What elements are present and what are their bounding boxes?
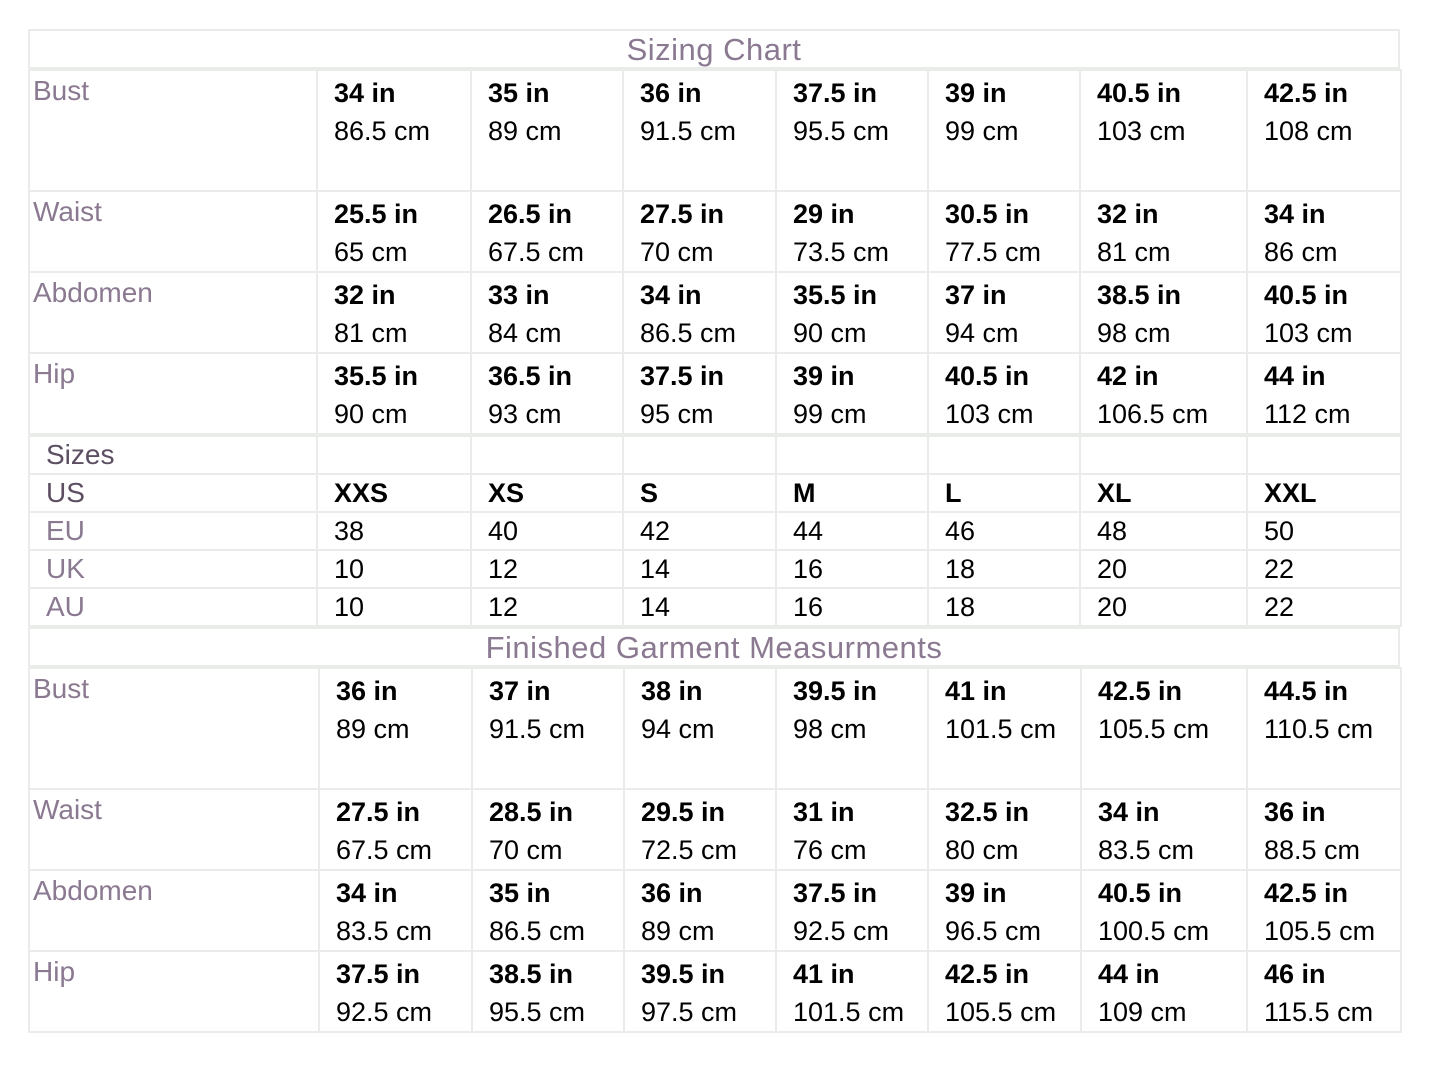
inches-value: 28.5 in <box>489 797 574 827</box>
size-value: 14 <box>623 550 776 588</box>
row-label: Bust <box>29 70 317 191</box>
inches-value: 41 in <box>793 959 855 989</box>
centimeters-value: 106.5 cm <box>1097 399 1209 429</box>
inches-value: 39 in <box>945 78 1007 108</box>
inches-value: 40.5 in <box>1098 878 1183 908</box>
centimeters-value: 95.5 cm <box>489 997 586 1027</box>
inches-value: 34 in <box>334 78 396 108</box>
inches-value: 42.5 in <box>1264 78 1349 108</box>
measurement-cell <box>319 951 472 1032</box>
inches-value: 35.5 in <box>334 361 419 391</box>
inches-value: 38.5 in <box>489 959 574 989</box>
row-label: Abdomen <box>29 870 319 951</box>
inches-value: 29.5 in <box>641 797 726 827</box>
measurement-cell <box>776 272 928 353</box>
measurement-cell <box>317 353 471 434</box>
centimeters-value: 65 cm <box>334 237 408 267</box>
inches-value: 34 in <box>336 878 398 908</box>
centimeters-value: 110.5 cm <box>1264 714 1374 744</box>
centimeters-value: 103 cm <box>1264 318 1353 348</box>
centimeters-value: 103 cm <box>1097 116 1186 146</box>
sizing-chart-row-abdomen <box>29 272 1401 353</box>
measurement-cell <box>1247 70 1401 191</box>
inches-value: 37.5 in <box>640 361 725 391</box>
centimeters-value: 105.5 cm <box>945 997 1057 1027</box>
measurement-cell <box>623 191 776 272</box>
inches-value: 35.5 in <box>793 280 878 310</box>
measurement-cell <box>928 70 1080 191</box>
centimeters-value: 99 cm <box>945 116 1019 146</box>
centimeters-value: 109 cm <box>1098 997 1187 1027</box>
centimeters-value: 81 cm <box>1097 237 1171 267</box>
inches-value: 27.5 in <box>640 199 725 229</box>
centimeters-value: 86 cm <box>1264 237 1338 267</box>
sizing-chart-row-hip <box>29 353 1401 434</box>
inches-value: 37.5 in <box>793 78 878 108</box>
measurement-cell <box>472 951 624 1032</box>
measurement-cell <box>472 668 624 789</box>
size-value: 10 <box>317 550 471 588</box>
sizing-chart-row-waist <box>29 191 1401 272</box>
centimeters-value: 95.5 cm <box>793 116 890 146</box>
row-label: Hip <box>29 951 319 1032</box>
size-value: 22 <box>1247 588 1401 626</box>
sizes-table <box>28 435 1402 627</box>
inches-value: 36.5 in <box>488 361 573 391</box>
size-value: 50 <box>1247 512 1401 550</box>
size-value: XL <box>1080 474 1247 512</box>
centimeters-value: 94 cm <box>945 318 1019 348</box>
inches-value: 35 in <box>488 78 550 108</box>
size-value: 38 <box>317 512 471 550</box>
centimeters-value: 112 cm <box>1264 399 1351 429</box>
finished-garment-row-bust <box>29 668 1401 789</box>
inches-value: 37 in <box>489 676 551 706</box>
measurement-cell <box>624 870 776 951</box>
size-value: 18 <box>928 550 1080 588</box>
size-value: 12 <box>471 550 623 588</box>
measurement-cell <box>1080 191 1247 272</box>
measurement-cell <box>624 789 776 870</box>
centimeters-value: 100.5 cm <box>1098 916 1210 946</box>
inches-value: 32 in <box>334 280 396 310</box>
centimeters-value: 97.5 cm <box>641 997 738 1027</box>
inches-value: 44 in <box>1264 361 1326 391</box>
centimeters-value: 92.5 cm <box>793 916 890 946</box>
centimeters-value: 86.5 cm <box>489 916 586 946</box>
measurement-cell <box>1247 353 1401 434</box>
measurement-cell <box>1080 70 1247 191</box>
inches-value: 39 in <box>793 361 855 391</box>
centimeters-value: 98 cm <box>793 714 867 744</box>
inches-value: 42.5 in <box>1264 878 1349 908</box>
measurement-cell <box>317 272 471 353</box>
centimeters-value: 92.5 cm <box>336 997 433 1027</box>
finished-garment-row-waist <box>29 789 1401 870</box>
sizes-row-us <box>29 474 1401 512</box>
size-system-label: UK <box>29 550 317 588</box>
inches-value: 29 in <box>793 199 855 229</box>
measurement-cell <box>928 353 1080 434</box>
centimeters-value: 84 cm <box>488 318 562 348</box>
inches-value: 36 in <box>641 878 703 908</box>
inches-value: 26.5 in <box>488 199 573 229</box>
centimeters-value: 86.5 cm <box>640 318 737 348</box>
size-value: 46 <box>928 512 1080 550</box>
measurement-cell <box>1081 870 1247 951</box>
centimeters-value: 101.5 cm <box>793 997 905 1027</box>
centimeters-value: 90 cm <box>793 318 867 348</box>
measurement-cell <box>776 668 928 789</box>
measurement-cell <box>776 353 928 434</box>
measurement-cell <box>317 191 471 272</box>
measurement-cell <box>623 272 776 353</box>
centimeters-value: 99 cm <box>793 399 867 429</box>
centimeters-value: 88.5 cm <box>1264 835 1361 865</box>
size-value: XXS <box>317 474 471 512</box>
inches-value: 41 in <box>945 676 1007 706</box>
size-value: 20 <box>1080 588 1247 626</box>
measurement-cell <box>624 668 776 789</box>
inches-value: 39 in <box>945 878 1007 908</box>
inches-value: 35 in <box>489 878 551 908</box>
measurement-cell <box>1247 870 1401 951</box>
inches-value: 34 in <box>640 280 702 310</box>
size-value: M <box>776 474 928 512</box>
size-system-label: US <box>29 474 317 512</box>
size-system-label: EU <box>29 512 317 550</box>
size-value: 14 <box>623 588 776 626</box>
size-value: S <box>623 474 776 512</box>
centimeters-value: 67.5 cm <box>336 835 433 865</box>
row-label: Waist <box>29 789 319 870</box>
centimeters-value: 86.5 cm <box>334 116 431 146</box>
measurement-cell <box>1081 668 1247 789</box>
measurement-cell <box>472 870 624 951</box>
inches-value: 32 in <box>1097 199 1159 229</box>
size-value: 22 <box>1247 550 1401 588</box>
inches-value: 37.5 in <box>793 878 878 908</box>
size-value: L <box>928 474 1080 512</box>
size-value: 12 <box>471 588 623 626</box>
centimeters-value: 80 cm <box>945 835 1019 865</box>
sizes-header-label: Sizes <box>29 436 317 474</box>
size-value: 44 <box>776 512 928 550</box>
measurement-cell <box>776 70 928 191</box>
inches-value: 42.5 in <box>945 959 1030 989</box>
measurement-cell <box>1247 272 1401 353</box>
measurement-cell <box>928 789 1081 870</box>
size-value: 40 <box>471 512 623 550</box>
measurement-cell <box>1247 789 1401 870</box>
sizing-chart-row-bust <box>29 70 1401 191</box>
centimeters-value: 95 cm <box>640 399 714 429</box>
measurement-cell <box>1247 668 1401 789</box>
measurement-cell <box>1247 951 1401 1032</box>
centimeters-value: 105.5 cm <box>1264 916 1376 946</box>
measurement-cell <box>319 789 472 870</box>
finished-garment-title: Finished Garment Measurments <box>28 627 1400 667</box>
inches-value: 31 in <box>793 797 855 827</box>
centimeters-value: 81 cm <box>334 318 408 348</box>
sizing-chart-table <box>28 69 1402 435</box>
measurement-cell <box>623 353 776 434</box>
measurement-cell <box>776 870 928 951</box>
measurement-cell <box>928 191 1080 272</box>
size-value: 16 <box>776 588 928 626</box>
size-value: XXL <box>1247 474 1401 512</box>
sizes-row-eu <box>29 512 1401 550</box>
size-value: 18 <box>928 588 1080 626</box>
inches-value: 42.5 in <box>1098 676 1183 706</box>
sizes-row-uk <box>29 550 1401 588</box>
measurement-cell <box>317 70 471 191</box>
inches-value: 30.5 in <box>945 199 1030 229</box>
measurement-cell <box>623 70 776 191</box>
centimeters-value: 83.5 cm <box>1098 835 1195 865</box>
inches-value: 46 in <box>1264 959 1326 989</box>
measurement-cell <box>1081 951 1247 1032</box>
measurement-cell <box>471 70 623 191</box>
inches-value: 33 in <box>488 280 550 310</box>
centimeters-value: 89 cm <box>488 116 562 146</box>
centimeters-value: 73.5 cm <box>793 237 890 267</box>
sizes-row-au <box>29 588 1401 626</box>
inches-value: 39.5 in <box>641 959 726 989</box>
measurement-cell <box>1080 353 1247 434</box>
size-value: XS <box>471 474 623 512</box>
inches-value: 38.5 in <box>1097 280 1182 310</box>
inches-value: 36 in <box>1264 797 1326 827</box>
inches-value: 44.5 in <box>1264 676 1349 706</box>
centimeters-value: 93 cm <box>488 399 562 429</box>
inches-value: 36 in <box>336 676 398 706</box>
centimeters-value: 89 cm <box>336 714 410 744</box>
centimeters-value: 72.5 cm <box>641 835 738 865</box>
centimeters-value: 89 cm <box>641 916 715 946</box>
centimeters-value: 98 cm <box>1097 318 1171 348</box>
measurement-cell <box>319 668 472 789</box>
inches-value: 42 in <box>1097 361 1159 391</box>
measurement-cell <box>471 272 623 353</box>
measurement-cell <box>1080 272 1247 353</box>
row-label: Bust <box>29 668 319 789</box>
inches-value: 34 in <box>1098 797 1160 827</box>
size-value: 16 <box>776 550 928 588</box>
centimeters-value: 77.5 cm <box>945 237 1042 267</box>
measurement-cell <box>1247 191 1401 272</box>
measurement-cell <box>472 789 624 870</box>
inches-value: 38 in <box>641 676 703 706</box>
finished-garment-row-abdomen <box>29 870 1401 951</box>
measurement-cell <box>928 951 1081 1032</box>
size-value: 10 <box>317 588 471 626</box>
centimeters-value: 67.5 cm <box>488 237 585 267</box>
centimeters-value: 70 cm <box>640 237 714 267</box>
measurement-cell <box>624 951 776 1032</box>
finished-garment-table <box>28 667 1402 1033</box>
row-label: Hip <box>29 353 317 434</box>
row-label: Waist <box>29 191 317 272</box>
centimeters-value: 108 cm <box>1264 116 1353 146</box>
centimeters-value: 91.5 cm <box>489 714 586 744</box>
inches-value: 37 in <box>945 280 1007 310</box>
inches-value: 34 in <box>1264 199 1326 229</box>
sizing-sheet <box>28 29 1400 1033</box>
measurement-cell <box>928 870 1081 951</box>
inches-value: 40.5 in <box>1264 280 1349 310</box>
inches-value: 39.5 in <box>793 676 878 706</box>
measurement-cell <box>319 870 472 951</box>
centimeters-value: 115.5 cm <box>1264 997 1374 1027</box>
inches-value: 25.5 in <box>334 199 419 229</box>
centimeters-value: 103 cm <box>945 399 1034 429</box>
inches-value: 40.5 in <box>1097 78 1182 108</box>
size-value: 48 <box>1080 512 1247 550</box>
centimeters-value: 90 cm <box>334 399 408 429</box>
centimeters-value: 83.5 cm <box>336 916 433 946</box>
centimeters-value: 76 cm <box>793 835 867 865</box>
sizes-header-row <box>29 436 1401 474</box>
size-system-label: AU <box>29 588 317 626</box>
inches-value: 44 in <box>1098 959 1160 989</box>
centimeters-value: 94 cm <box>641 714 715 744</box>
measurement-cell <box>776 191 928 272</box>
inches-value: 37.5 in <box>336 959 421 989</box>
inches-value: 27.5 in <box>336 797 421 827</box>
inches-value: 40.5 in <box>945 361 1030 391</box>
row-label: Abdomen <box>29 272 317 353</box>
measurement-cell <box>776 789 928 870</box>
measurement-cell <box>928 668 1081 789</box>
centimeters-value: 105.5 cm <box>1098 714 1210 744</box>
measurement-cell <box>1081 789 1247 870</box>
centimeters-value: 70 cm <box>489 835 563 865</box>
sizing-chart-title: Sizing Chart <box>28 29 1400 69</box>
measurement-cell <box>471 353 623 434</box>
centimeters-value: 96.5 cm <box>945 916 1042 946</box>
inches-value: 32.5 in <box>945 797 1030 827</box>
size-value: 20 <box>1080 550 1247 588</box>
inches-value: 36 in <box>640 78 702 108</box>
centimeters-value: 101.5 cm <box>945 714 1057 744</box>
centimeters-value: 91.5 cm <box>640 116 737 146</box>
finished-garment-row-hip <box>29 951 1401 1032</box>
measurement-cell <box>471 191 623 272</box>
measurement-cell <box>928 272 1080 353</box>
size-value: 42 <box>623 512 776 550</box>
measurement-cell <box>776 951 928 1032</box>
